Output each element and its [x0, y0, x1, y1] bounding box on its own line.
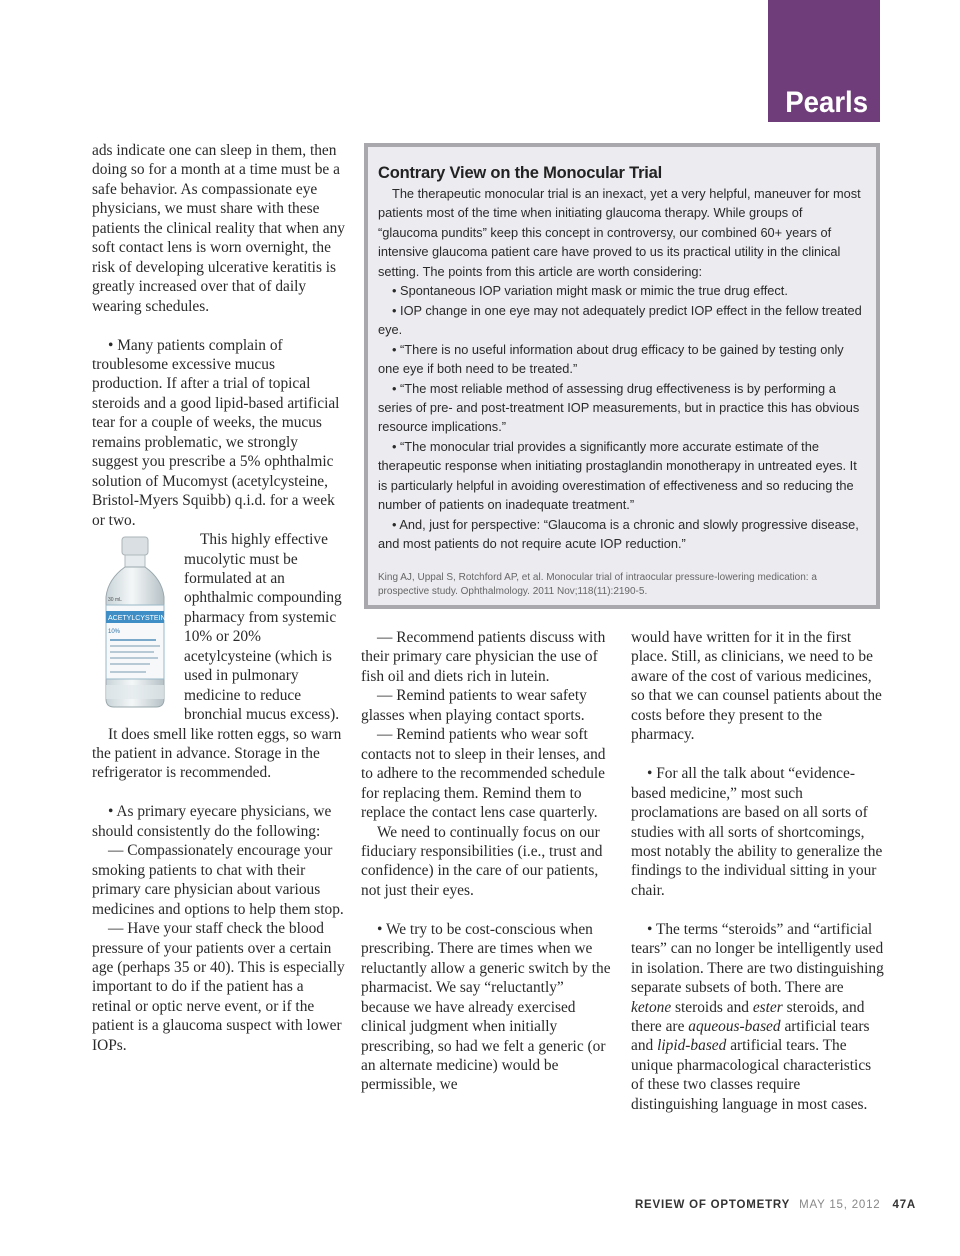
paragraph-mucus-text: • Many patients complain of troublesome excessive mucus production. If after a trial of topical steroids and a good lipid-based artificial tear for a couple of weeks, the mucus remains problematic, we strongly suggest you prescribe a 5% ophthalmic solution of Mucomyst (acetylcysteine, Bristol-Myers Squibb) q.i.d. for a week or two.	[92, 336, 340, 529]
section-title: Pearls	[785, 86, 868, 119]
article-column-1	[92, 141, 346, 1055]
paragraph: • We try to be cost-conscious when prescribing. There are times when we reluctantly allow a generic switch by the pharmacist. We say “reluctantly” because we have already exercised clinical judgment when initially prescribing, so had we felt a generic (or an alternate medicine) would be permissible, we	[361, 920, 611, 1094]
page-footer	[635, 1199, 916, 1211]
article-column-3	[631, 628, 885, 1114]
sidebar-intro: The therapeutic monocular trial is an inexact, yet a very helpful, maneuver for most patients most of the time when initiating glaucoma therapy. While groups of “glaucoma pundits” keep this concept in controversy, our combined 60+ years of intensive glaucoma patient care have proved to us its practical utility in the clinical setting. The points from this article are worth considering:	[378, 186, 861, 279]
acetylcysteine-vial-image	[92, 535, 176, 711]
italic-term: lipid-based	[657, 1037, 727, 1055]
sidebar-bullet: • IOP change in one eye may not adequately predict IOP effect in the fellow treated eye.	[378, 302, 862, 338]
text-run: steroids, and there are	[631, 998, 865, 1036]
italic-term: ester	[752, 998, 783, 1016]
vial-volume-text: 30 mL	[108, 597, 122, 604]
italic-term: ketone	[631, 998, 672, 1016]
paragraph: It does smell like rotten eggs, so warn the patient in advance. Storage in the refrigerator is recommended.	[92, 725, 342, 782]
section-tab	[768, 0, 880, 122]
paragraph: — Compassionately encourage your smoking patients to chat with their primary care physician about various medicines and options to help them stop.	[92, 842, 344, 918]
paragraph-steroids	[631, 920, 885, 1115]
text-run: • The terms “steroids” and “artificial tears” can no longer be intelligently used in isolation. There are two distinguishing separate subsets of both. There are	[631, 920, 884, 997]
paragraph: This highly effective mucolytic must be formulated at an ophthalmic compounding pharmacy from systemic 10% or 20% acetylcysteine (which is used in pulmonary medicine to reduce bronchial mucus excess).	[184, 531, 342, 724]
sidebar-bullet: • “The most reliable method of assessing drug effectiveness is by performing a series of pre- and post-treatment IOP measurements, but in practice this has obvious resource implications.”	[378, 380, 860, 435]
sidebar-bullet: • “There is no useful information about drug efficacy to be gained by testing only one eye if both need to be treated.”	[378, 341, 844, 377]
paragraph: • As primary eyecare physicians, we should consistently do the following:	[92, 803, 332, 840]
text-run: artificial tears and	[631, 1018, 870, 1055]
paragraph: ads indicate one can sleep in them, then doing so for a month at a time must be a safe behavior. As compassionate eye physicians, we must share with these patients the clinical reality that when any soft contact lens is worn overnight, the risk of developing ulcerative keratitis is greatly increased over that of daily wearing schedules.	[92, 142, 345, 315]
vial-strength-text: 10%	[108, 629, 121, 636]
paragraph: • For all the talk about “evidence-based medicine,” most such proclamations are based on all sorts of studies with all sorts of shortcomings, most notably the ability to generalize the findings to the individual sitting in your chair.	[631, 765, 883, 899]
sidebar-bullet: • And, just for perspective: “Glaucoma is a chronic and slowly progressive disease, and most patients do not require acute IOP reduction.”	[378, 516, 859, 552]
italic-term: aqueous-based	[688, 1018, 781, 1036]
paragraph: would have written for it in the first place. Still, as clinicians, we need to be aware of the cost of various medicines, so that we can counsel patients about the costs before they present to the pharmacy.	[631, 629, 882, 744]
page-number: 47A	[892, 1199, 916, 1211]
publication-name: REVIEW OF OPTOMETRY	[634, 1199, 791, 1211]
sidebar-box	[364, 143, 880, 609]
paragraph: — Recommend patients discuss with their primary care physician the use of fish oil and diets rich in lutein.	[361, 629, 606, 685]
paragraph: — Remind patients to wear safety glasses when playing contact sports.	[361, 687, 587, 724]
sidebar-title: Contrary View on the Monocular Trial	[378, 164, 663, 182]
paragraph-mucus	[92, 336, 346, 531]
paragraph: — Have your staff check the blood pressure of your patients over a certain age (perhaps 35 or 40). This is especially important to do if the patient has a retinal or optic nerve event, or if the patient is a glaucoma suspect with lower IOPs.	[92, 920, 345, 1054]
text-run: artificial tears. The unique pharmacological characteristics of these two classes require distinguishing language in most cases.	[631, 1037, 872, 1113]
sidebar-bullet: • “The monocular trial provides a significantly more accurate estimate of the therapeutic response when initiating prostaglandin monotherapy in untreated eyes. It is particularly helpful in avoiding overestimation of effectiveness and so reducing the number of patients on inadequate treatment.”	[378, 438, 857, 513]
issue-date: MAY 15, 2012	[799, 1199, 881, 1211]
sidebar-reference: King AJ, Uppal S, Rotchford AP, et al. Monocular trial of intraocular pressure-lowering medication: a prospective study. Ophthalmology. 2011 Nov;118(11):2190-5.	[378, 571, 817, 597]
vial-drug-text: ACETYLCYSTEINE	[108, 615, 171, 623]
sidebar-bullet: • Spontaneous IOP variation might mask or mimic the true drug effect.	[392, 283, 788, 299]
article-column-2	[361, 628, 615, 1095]
paragraph: — Remind patients who wear soft contacts not to sleep in their lenses, and to adhere to the recommended schedule for replacing them. Remind them to replace the contact lens case quarterly.	[361, 726, 606, 822]
text-run: steroids and	[671, 998, 753, 1016]
paragraph: We need to continually focus on our fiduciary responsibilities (i.e., trust and confidence) in the care of our patients, not just their eyes.	[361, 823, 603, 899]
